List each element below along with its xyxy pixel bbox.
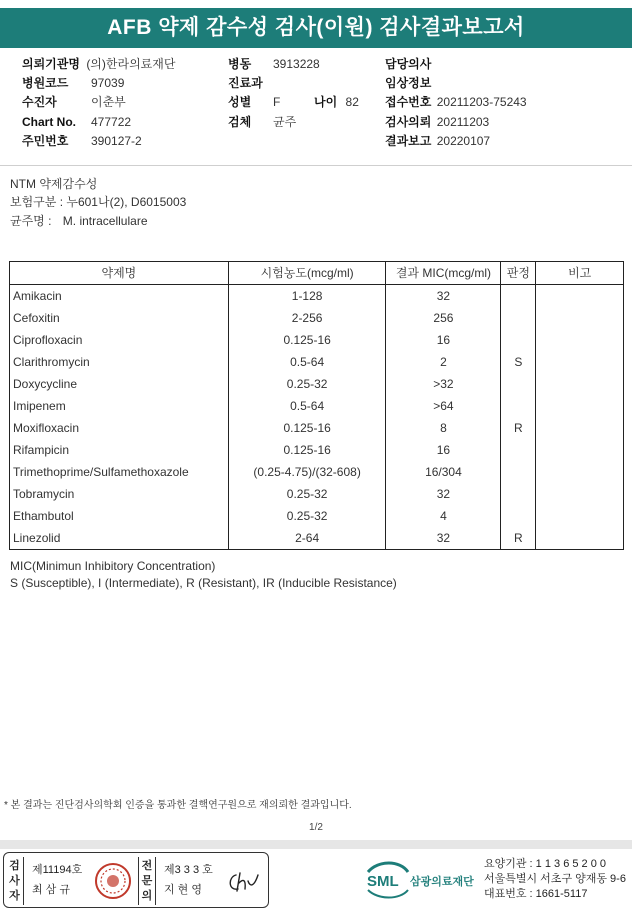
test-range-cell: 2-64 <box>228 527 386 550</box>
header-receipt-no: 접수번호 20211203-75243 <box>385 95 527 109</box>
interpretation-cell <box>501 373 536 395</box>
header-clinical-info: 임상정보 <box>385 76 432 90</box>
remark-cell <box>536 461 624 483</box>
table-row <box>10 527 624 550</box>
header-divider <box>0 165 632 166</box>
interpretation-cell: S <box>501 351 536 373</box>
institution-name: 삼광의료재단 <box>410 876 474 888</box>
susceptibility-table <box>9 261 624 550</box>
insurance-info: 보험구분 : 누601나(2), D6015003 <box>10 195 187 209</box>
table-row <box>10 395 624 417</box>
table-row <box>10 373 624 395</box>
header-report-date: 결과보고 20220107 <box>385 134 491 148</box>
table-row <box>10 461 624 483</box>
organism-line <box>10 213 148 229</box>
test-name: NTM 약제감수성 <box>10 177 98 191</box>
drug-name-cell: Imipenem <box>10 395 229 417</box>
mic-result-cell: 256 <box>386 307 501 329</box>
drug-name-cell: Trimethoprime/Sulfamethoxazole <box>10 461 229 483</box>
remark-cell <box>536 505 624 527</box>
drug-name-cell: Clarithromycin <box>10 351 229 373</box>
remark-cell <box>536 351 624 373</box>
table-row <box>10 351 624 373</box>
organism-label: 균주명 : <box>10 214 52 228</box>
header-chart-no: Chart No. 477722 <box>22 115 132 129</box>
remark-cell <box>536 483 624 505</box>
table-row <box>10 505 624 527</box>
header-client: 의뢰기관명 (의)한라의료재단 <box>22 57 176 71</box>
drug-name-cell: Cefoxitin <box>10 307 229 329</box>
mic-result-cell: >64 <box>386 395 501 417</box>
col-header-drug: 약제명 <box>10 262 229 285</box>
header-patient: 수진자 이춘부 <box>22 95 126 109</box>
remark-cell <box>536 417 624 439</box>
interpretation-cell <box>501 505 536 527</box>
institution-info <box>484 857 626 902</box>
header-resident-no: 주민번호 390127-2 <box>22 134 142 148</box>
legend-mic: MIC(Minimun Inhibitory Concentration) <box>10 559 216 573</box>
interpretation-cell <box>501 395 536 417</box>
remark-cell <box>536 373 624 395</box>
remark-cell <box>536 285 624 308</box>
institution-address: 서울특별시 서초구 양재동 9-6 <box>484 873 626 885</box>
remark-cell <box>536 307 624 329</box>
header-request-date: 검사의뢰 20211203 <box>385 115 490 129</box>
header-sex: 성별 F <box>228 95 281 109</box>
page-number: 1/2 <box>309 822 323 833</box>
signature-box <box>3 852 269 908</box>
mic-result-cell: >32 <box>386 373 501 395</box>
interpretation-cell <box>501 329 536 351</box>
table-row <box>10 483 624 505</box>
mic-result-cell: 16/304 <box>386 461 501 483</box>
table-header-row <box>10 262 624 285</box>
drug-name-cell: Amikacin <box>10 285 229 308</box>
drug-name-cell: Moxifloxacin <box>10 417 229 439</box>
header-hospital-code: 병원코드 97039 <box>22 76 125 90</box>
header-dept: 진료과 <box>228 76 263 90</box>
test-range-cell: 0.5-64 <box>228 395 386 417</box>
specialist-license: 제3 3 3 호 <box>164 864 213 876</box>
examiner-license: 제11194호 <box>32 864 83 876</box>
examiner-name: 최 삼 규 <box>32 884 70 896</box>
test-range-cell: 0.125-16 <box>228 329 386 351</box>
table-row <box>10 285 624 308</box>
interpretation-cell <box>501 483 536 505</box>
mic-result-cell: 32 <box>386 285 501 308</box>
drug-name-cell: Rifampicin <box>10 439 229 461</box>
drug-name-cell: Doxycycline <box>10 373 229 395</box>
table-row <box>10 307 624 329</box>
specialist-name: 지 현 영 <box>164 884 202 896</box>
mic-result-cell: 16 <box>386 329 501 351</box>
interpretation-cell: R <box>501 527 536 550</box>
signature-icon <box>226 867 262 897</box>
logo-text: SML <box>367 873 399 890</box>
test-range-cell: 0.125-16 <box>228 439 386 461</box>
col-header-range: 시험농도(mcg/ml) <box>228 262 386 285</box>
table-row <box>10 329 624 351</box>
col-header-interp: 판정 <box>501 262 536 285</box>
drug-name-cell: Ciprofloxacin <box>10 329 229 351</box>
header-age: 나이 82 <box>314 95 359 109</box>
header-specimen: 검체 균주 <box>228 115 297 129</box>
test-range-cell: 0.25-32 <box>228 483 386 505</box>
institution-code: 요양기관 : 1 1 3 6 5 2 0 0 <box>484 858 607 870</box>
remark-cell <box>536 527 624 550</box>
test-range-cell: 2-256 <box>228 307 386 329</box>
report-title: AFB 약제 감수성 검사(이원) 검사결과보고서 <box>0 8 632 48</box>
test-range-cell: 0.25-32 <box>228 373 386 395</box>
interpretation-cell <box>501 439 536 461</box>
mic-result-cell: 32 <box>386 527 501 550</box>
test-range-cell: (0.25-4.75)/(32-608) <box>228 461 386 483</box>
specialist-label: 전 문 의 <box>138 857 156 905</box>
mic-result-cell: 32 <box>386 483 501 505</box>
mic-result-cell: 2 <box>386 351 501 373</box>
mic-result-cell: 8 <box>386 417 501 439</box>
remark-cell <box>536 329 624 351</box>
remark-cell <box>536 439 624 461</box>
interpretation-cell <box>501 285 536 308</box>
test-range-cell: 0.25-32 <box>228 505 386 527</box>
test-range-cell: 0.125-16 <box>228 417 386 439</box>
table-row <box>10 417 624 439</box>
test-range-cell: 1-128 <box>228 285 386 308</box>
interpretation-cell <box>501 461 536 483</box>
footnote: * 본 결과는 진단검사의학회 인증을 통과한 결핵연구원으로 재의뢰한 결과입니다. <box>4 800 352 811</box>
organism-name: M. intracellulare <box>62 214 148 228</box>
table-row <box>10 439 624 461</box>
mic-result-cell: 16 <box>386 439 501 461</box>
institution-phone: 대표번호 : 1661-5117 <box>484 888 588 900</box>
footer-divider <box>0 840 632 849</box>
legend-interpretation: S (Susceptible), I (Intermediate), R (Resistant), IR (Inducible Resistance) <box>10 576 397 590</box>
header-doctor: 담당의사 <box>385 57 432 71</box>
header-ward: 병동 3913228 <box>228 57 320 71</box>
drug-name-cell: Tobramycin <box>10 483 229 505</box>
test-range-cell: 0.5-64 <box>228 351 386 373</box>
col-header-note: 비고 <box>536 262 624 285</box>
mic-result-cell: 4 <box>386 505 501 527</box>
examiner-label: 검 사 자 <box>6 857 24 905</box>
interpretation-cell: R <box>501 417 536 439</box>
drug-name-cell: Linezolid <box>10 527 229 550</box>
interpretation-cell <box>501 307 536 329</box>
stamp-icon <box>94 862 132 900</box>
remark-cell <box>536 395 624 417</box>
col-header-mic: 결과 MIC(mcg/ml) <box>386 262 501 285</box>
drug-name-cell: Ethambutol <box>10 505 229 527</box>
